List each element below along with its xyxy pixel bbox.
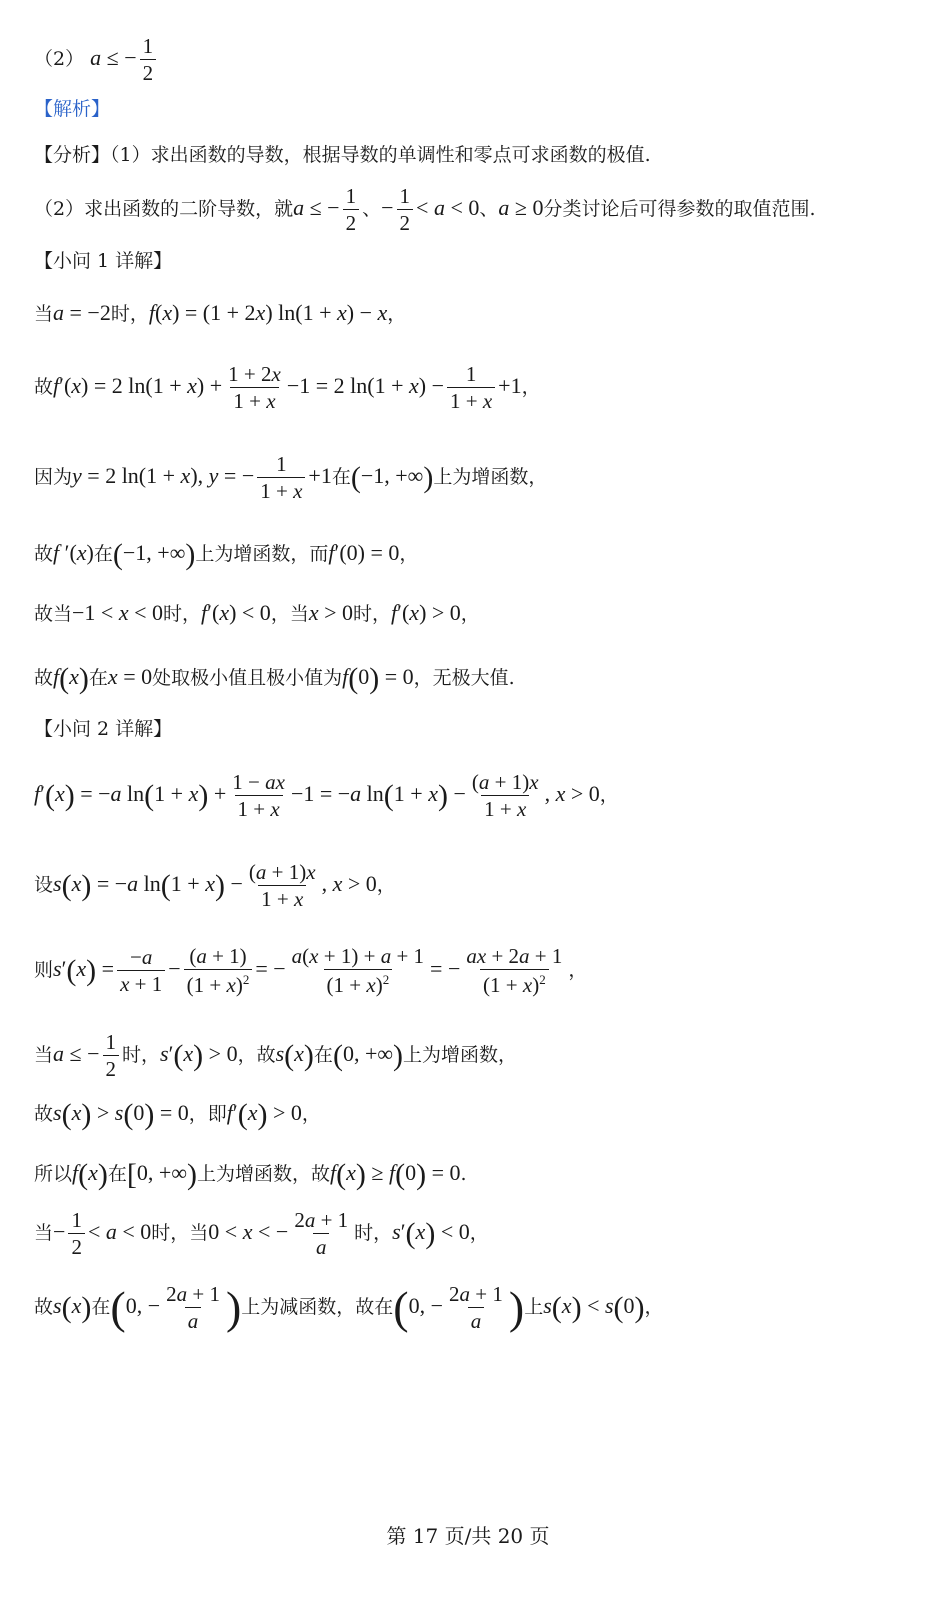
math-inequality: a ≤ − — [90, 45, 137, 70]
q2-step-2: 设s(x) = −a ln(1 + x) − $\frac{(a + 1)x}{1 + x}$ , x > 0， — [34, 860, 396, 911]
page-footer: 第 17 页/共 20 页 — [386, 1524, 550, 1548]
fraction: $\frac{1}{2}$ — [140, 36, 157, 84]
analysis-part2: （2）求出函数的二阶导数，就a ≤ − $\frac{1}{2}$ 、− $\frac{1}{2}$ < a < 0、a ≥ 0分类讨论后可得参数的取值范围. — [34, 184, 816, 235]
section-label-jiexi: 【解析】 — [34, 98, 111, 120]
subquestion-2-title: 【小问 2 详解】 — [34, 718, 173, 740]
q2-step-5: 故s(x) > s(0) = 0，即f′(x) > 0， — [34, 1098, 321, 1131]
q1-step-2: 故f′(x) = 2 ln(1 + x) + $\frac{1 + 2x}{1 + x}$ −1 = 2 ln(1 + x) − $\frac{1}{1 + x}$ +1， — [34, 362, 541, 413]
q1-step-3: 因为y = 2 ln(1 + x), y = − $\frac{1}{1 + x}$ +1在(−1, +∞)上为增函数， — [34, 452, 548, 503]
analysis-text: 【分析】（1）求出函数的导数，根据导数的单调性和零点可求函数的极值. — [34, 144, 651, 166]
q2-step-6: 所以f(x)在[0, +∞)上为增函数，故f(x) ≥ f(0) = 0. — [34, 1158, 467, 1191]
subquestion-1-title: 【小问 1 详解】 — [34, 250, 173, 272]
q2-step-7: 当− $\frac{1}{2}$ < a < 0时，当0 < x < − $\frac{2a + 1}{a}$ 时，s′(x) < 0， — [34, 1208, 489, 1259]
q1-conclusion: 故f(x)在x = 0处取极小值且极小值为f(0) = 0，无极大值. — [34, 662, 515, 695]
q2-step-3: 则s′(x) = $\frac{-a}{x + 1}$ − $\frac{(a + 1)}{(1 + x)^2}$ = − $\frac{a(x + 1) + a + 1}{(1 + x)^2}$ = − $\frac{ax + 2a + 1}{(1 + x)^2}$ ， — [34, 944, 588, 997]
q2-step-1: f′(x) = −a ln(1 + x) + $\frac{1 - ax}{1 + x}$ −1 = −a ln(1 + x) − $\frac{(a + 1)x}{1 + x}$ , x > 0， — [34, 770, 619, 821]
q2-step-8: 故s(x)在(0, − $\frac{2a + 1}{a}$ )上为减函数，故在(0, − $\frac{2a + 1}{a}$ )上s(x) < s(0)， — [34, 1281, 664, 1333]
q1-step-1: 当a = −2时，f(x) = (1 + 2x) ln(1 + x) − x， — [34, 300, 407, 325]
q1-step-4: 故f ′(x)在(−1, +∞)上为增函数，而f′(0) = 0， — [34, 538, 419, 571]
q1-step-5: 故当−1 < x < 0时，f′(x) < 0，当x > 0时，f′(x) > 0， — [34, 600, 480, 625]
q2-step-4: 当a ≤ − $\frac{1}{2}$ 时，s′(x) > 0，故s(x)在(0, +∞)上为增函数， — [34, 1030, 518, 1081]
answer-part2: （2） a ≤ − $\frac{1}{2}$ — [34, 36, 159, 84]
